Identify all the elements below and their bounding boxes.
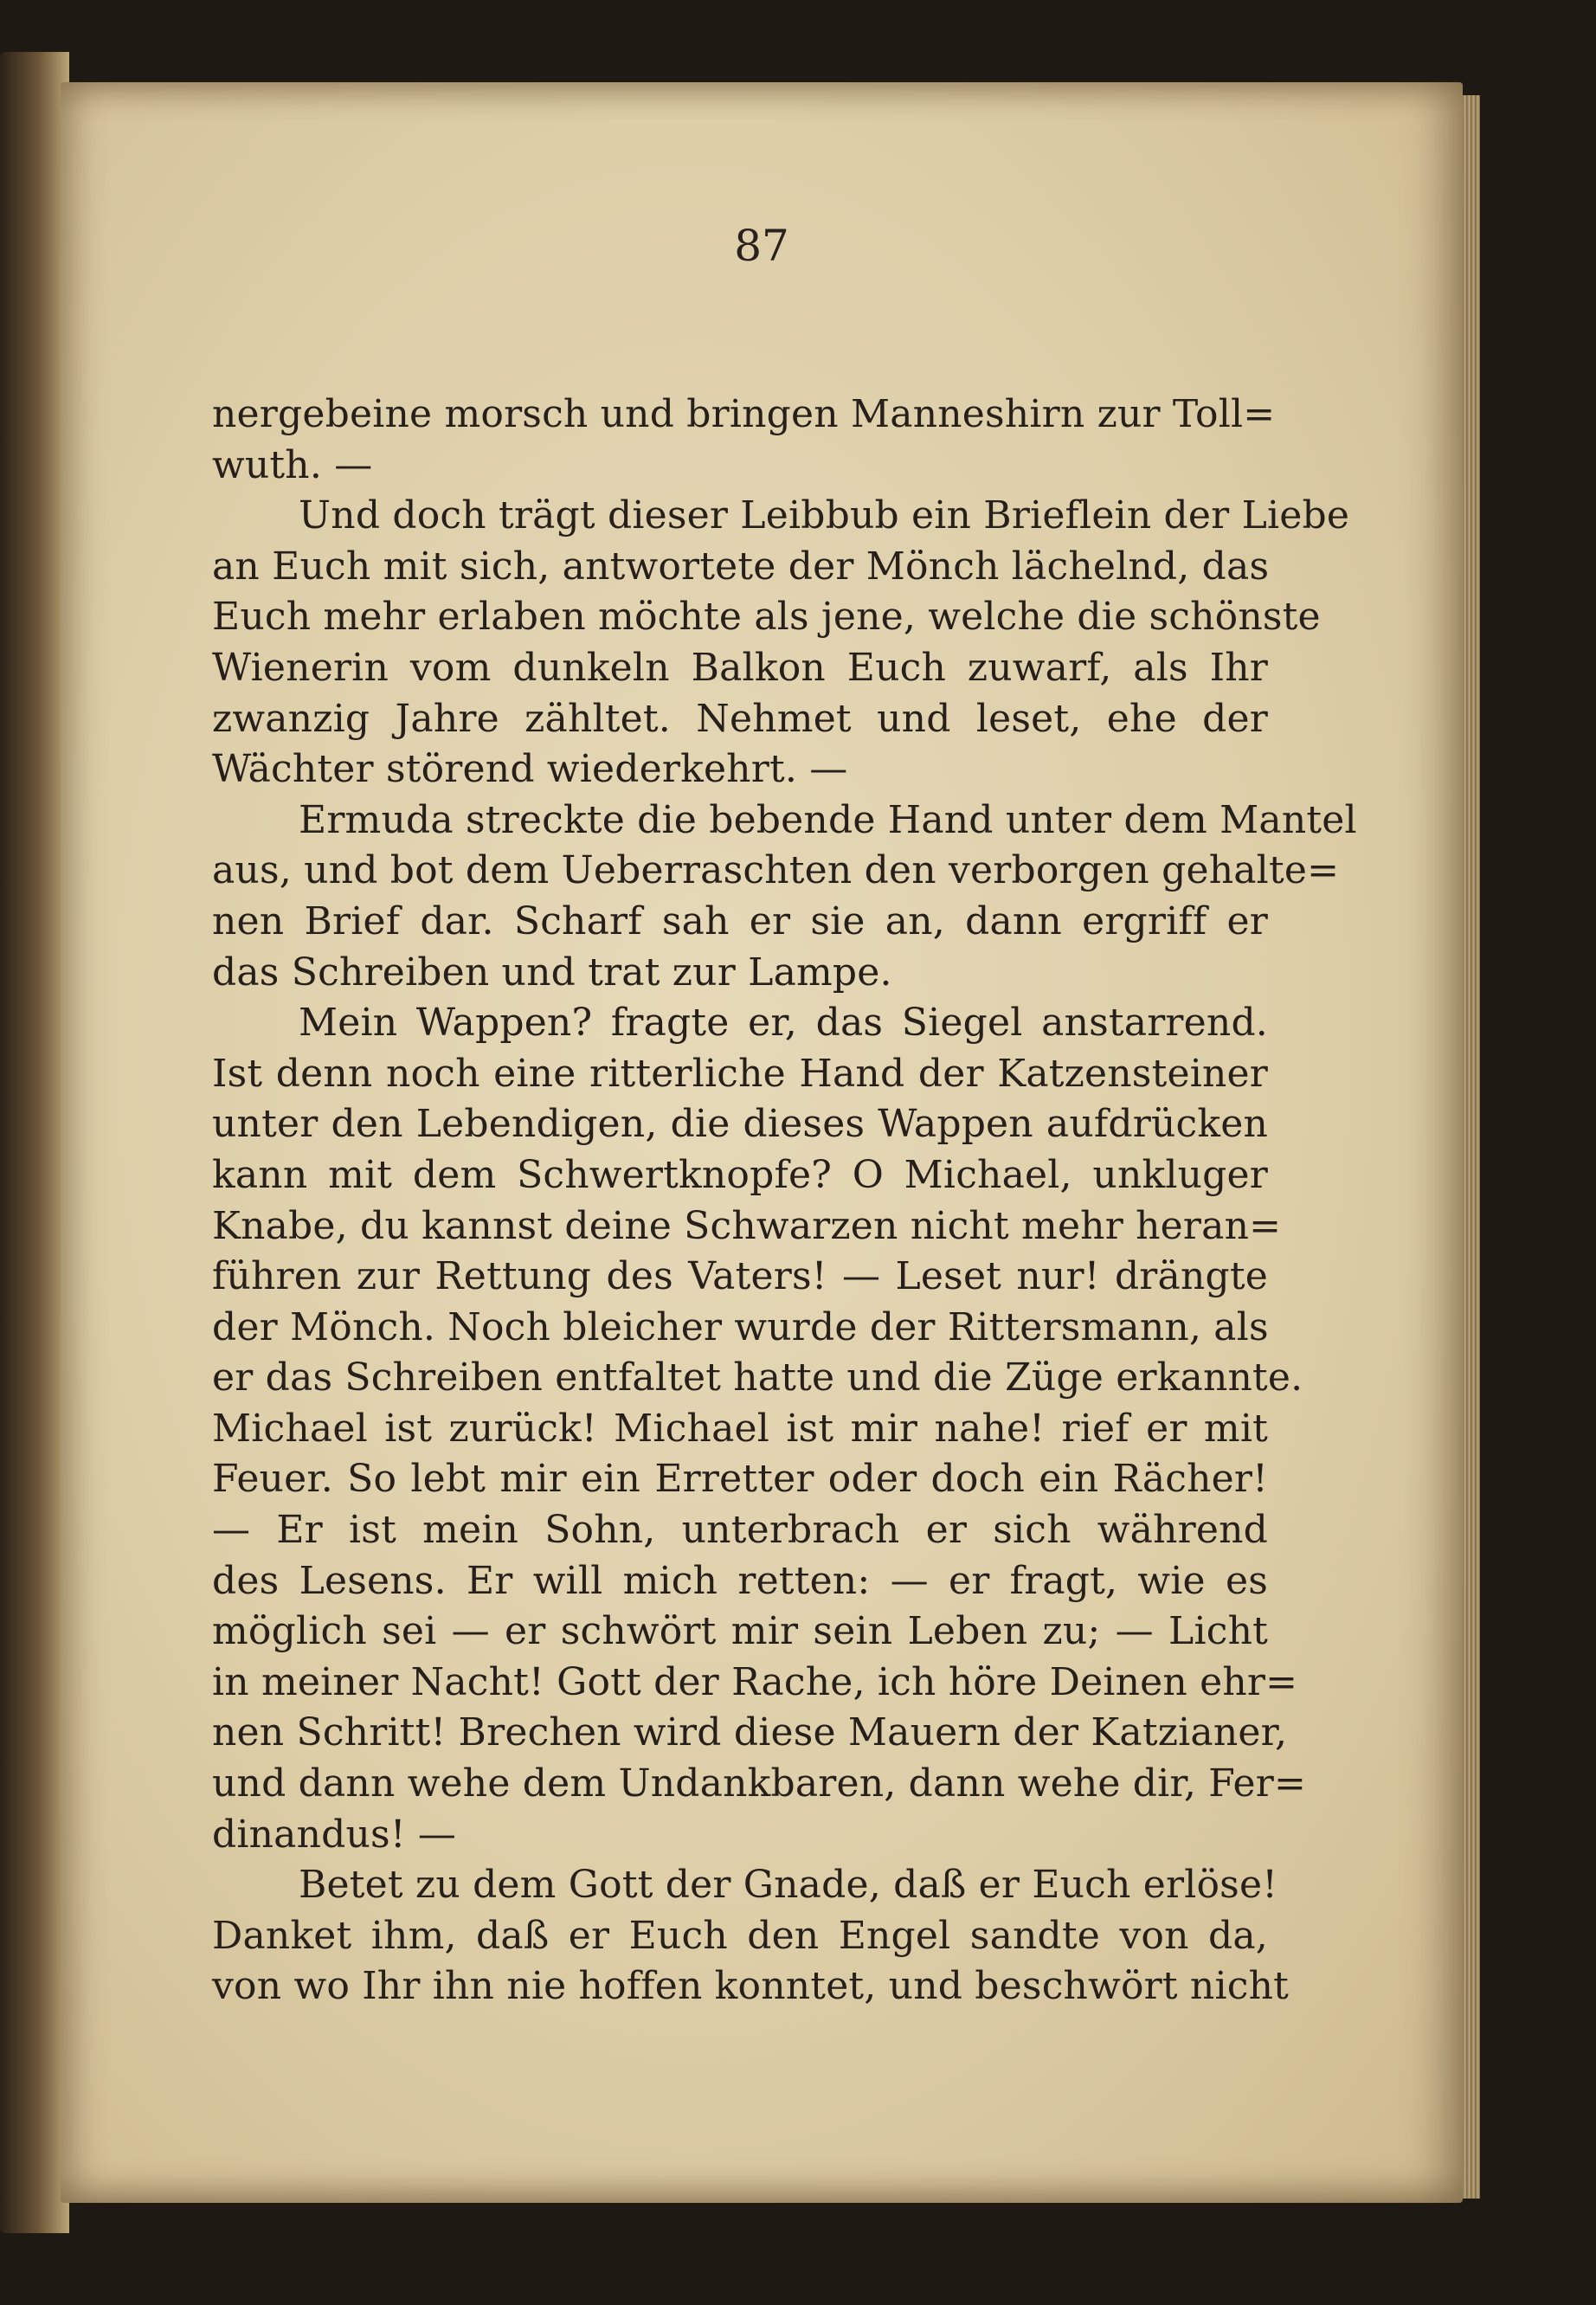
text-line: Knabe, du kannst deine Schwarzen nicht mehr heran= [212,1203,1282,1248]
text-line: von wo Ihr ihn nie hoffen konntet, und beschwört nicht [212,1964,1290,2009]
text-line: an Euch mit sich, antwortete der Mönch lächelnd, das [212,544,1270,589]
text-line: unter den Lebendigen, die dieses Wappen aufdrücken [212,1102,1268,1147]
text-line: Euch mehr erlaben möchte als jene, welche die schönste [212,595,1321,640]
text-line: Wienerin vom dunkeln Balkon Euch zuwarf, als Ihr [212,645,1268,690]
text-line: der Mönch. Noch bleicher wurde der Rittersmann, als [212,1304,1269,1349]
text-line: Feuer. So lebt mir ein Erretter oder doch ein Rächer! [212,1457,1268,1502]
text-line: dinandus! — [212,1812,457,1857]
text-line: Betet zu dem Gott der Gnade, daß er Euch erlöse! [299,1863,1278,1908]
book-page [61,82,1463,2203]
text-line: — Er ist mein Sohn, unterbrach er sich während [212,1508,1268,1553]
text-line: aus, und bot dem Ueberraschten den verborgen gehalte= [212,848,1340,893]
body-text [212,390,1357,2012]
text-line: des Lesens. Er will mich retten: — er fragt, wie es [212,1558,1268,1603]
text-line: nen Schritt! Brechen wird diese Mauern der Katzianer, [212,1710,1288,1755]
text-line: Mein Wappen? fragte er, das Siegel anstarrend. [299,1001,1268,1046]
text-line: das Schreiben und trat zur Lampe. [212,950,892,995]
book-cover-edge [0,52,69,2233]
text-line: in meiner Nacht! Gott der Rache, ich höre Deinen ehr= [212,1659,1298,1704]
text-line: nergebeine morsch und bringen Manneshirn zur Toll= [212,392,1276,436]
text-line: kann mit dem Schwertknopfe? O Michael, unkluger [212,1152,1268,1197]
text-line: und dann wehe dem Undankbaren, dann wehe dir, Fer= [212,1761,1307,1806]
text-line: möglich sei — er schwört mir sein Leben zu; — Licht [212,1609,1268,1654]
page-number: 87 [734,221,789,271]
text-line: zwanzig Jahre zähltet. Nehmet und leset, ehe der [212,696,1268,741]
text-line: Danket ihm, daß er Euch den Engel sandte von da, [212,1913,1268,1958]
text-line: Und doch trägt dieser Leibbub ein Brieflein der Liebe [299,493,1350,538]
text-line: Ermuda streckte die bebende Hand unter dem Mantel [299,797,1357,842]
text-line: führen zur Rettung des Vaters! — Leset nur! drängte [212,1254,1268,1299]
text-line: Michael ist zurück! Michael ist mir nahe! rief er mit [212,1406,1268,1451]
text-line: Wächter störend wiederkehrt. — [212,747,848,792]
text-line: er das Schreiben entfaltet hatte und die Züge erkannte. [212,1355,1303,1400]
text-line: wuth. — [212,442,373,487]
text-line: Ist denn noch eine ritterliche Hand der Katzensteiner [212,1051,1268,1096]
text-line: nen Brief dar. Scharf sah er sie an, dann ergriff er [212,898,1268,943]
